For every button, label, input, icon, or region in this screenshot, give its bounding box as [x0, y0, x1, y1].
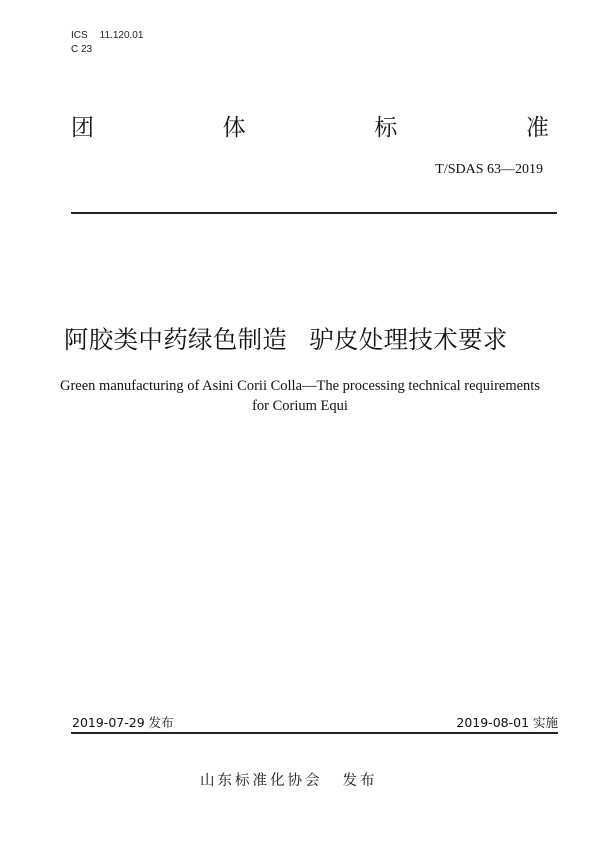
standard-type-heading: [71, 113, 549, 143]
english-title-line2: for Corium Equi: [252, 398, 348, 414]
issue-date: 2019-07-29 发布: [72, 715, 174, 730]
footer-divider: [71, 732, 558, 734]
ccs-classification: C 23: [71, 44, 93, 55]
ics-classification: [71, 30, 143, 42]
publisher-line: [200, 771, 378, 791]
chinese-title-part1: 阿胶类中药绿色制造: [64, 325, 288, 354]
standard-type-char: 准: [525, 115, 549, 141]
standard-type-char: 团: [71, 115, 94, 141]
ics-label: ICS: [71, 30, 88, 41]
english-title: [0, 376, 600, 416]
standard-type-char: 标: [374, 115, 398, 141]
publisher-organization: 山东标准化协会: [200, 773, 323, 789]
implementation-date: 2019-08-01 实施: [456, 715, 558, 730]
standard-number: T/SDAS 63—2019: [435, 162, 543, 177]
publisher-action: 发布: [342, 773, 378, 789]
chinese-title: [64, 323, 508, 357]
header-divider: [71, 212, 557, 214]
standard-type-char: 体: [222, 115, 246, 141]
ics-code: 11.120.01: [99, 30, 144, 41]
english-title-line1: Green manufacturing of Asini Corii Colla—The processing technical requirements: [60, 378, 540, 394]
chinese-title-part2: 驴皮处理技术要求: [309, 325, 508, 354]
